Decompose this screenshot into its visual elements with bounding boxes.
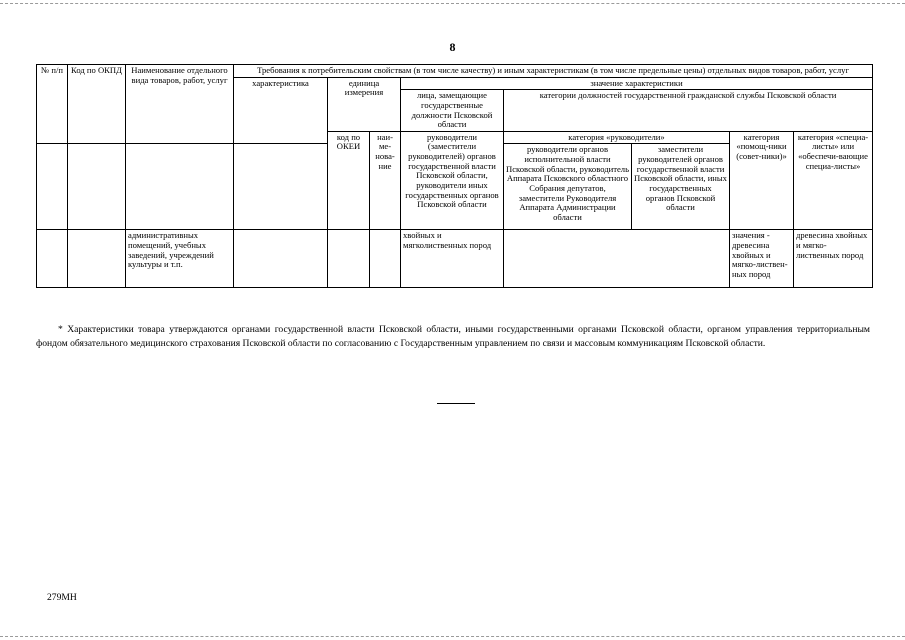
end-rule: [437, 403, 475, 404]
scan-edge-bottom: [0, 636, 905, 637]
table-row: [37, 230, 873, 288]
footnote: * Характеристики товара утверждаются органами государственной власти Псковской области, иными государственными органами Псковской области, органом управления территориальным фондом обязательного медицинского страхования Псковской области по согласованию с Государственным управлением по связи и массовым коммуникациям Псковской области.: [36, 324, 870, 349]
header-deputy-leaders: заместители руководителей органов государственной власти Псковской области, иных государственных органов Псковской области: [632, 144, 730, 230]
header-requirements: Требования к потребительским свойствам (в том числе качеству) и иным характеристикам (в том числе предельные цены) отдельных видов товаров, работ, услуг: [234, 65, 873, 78]
document-code: 279МН: [47, 592, 77, 603]
header-name: Наименование отдельного вида товаров, работ, услуг: [126, 65, 234, 144]
header-categories: категории должностей государственной гражданской службы Псковской области: [504, 90, 873, 132]
cell-characteristic: [234, 230, 328, 288]
header-leaders: руководители (заместители руководителей) органов государственной власти Псковской области, руководители иных государственных органов Псковской области: [401, 131, 504, 230]
header-okpd: Код по ОКПД: [68, 65, 126, 144]
cell-leaders-value: [504, 230, 730, 288]
header-okei-code: код по ОКЕИ: [328, 131, 370, 230]
requirements-table: [36, 64, 873, 288]
cell-persons-value: хвойных и мягколиственных пород: [401, 230, 504, 288]
cell-specialists-value: древесина хвойных и мягко-лиственных пород: [794, 230, 873, 288]
cell-okei-code: [328, 230, 370, 288]
scan-edge-top: [0, 3, 905, 4]
header-unit-name: наи-ме-нова-ние: [370, 131, 401, 230]
header-category-leaders: категория «руководители»: [504, 131, 730, 144]
page-number: 8: [449, 40, 456, 54]
cell-helpers-value: значения - древесина хвойных и мягко-листвен-ных пород: [730, 230, 794, 288]
header-unit: единица измерения: [328, 77, 401, 131]
header-row-1: [37, 65, 873, 78]
header-characteristic: характеристика: [234, 77, 328, 144]
cell-unit-name: [370, 230, 401, 288]
header-exec-leaders: руководители органов исполнительной власти Псковской области, руководитель Аппарата Псковского областного Собрания депутатов, заместители Руководителя Аппарата Администрации области: [504, 144, 632, 230]
header-persons: лица, замещающие государственные должности Псковской области: [401, 90, 504, 132]
header-cat-helpers: категория «помощ-ники (совет-ники)»: [730, 131, 794, 230]
cell-okpd: [68, 230, 126, 288]
cell-num: [37, 230, 68, 288]
header-value: значение характеристики: [401, 77, 873, 90]
header-cat-specialists: категория «специа-листы» или «обеспечи-вающие специа-листы»: [794, 131, 873, 230]
header-num: № п/п: [37, 65, 68, 144]
cell-name: административных помещений, учебных заведений, учреждений культуры и т.п.: [126, 230, 234, 288]
